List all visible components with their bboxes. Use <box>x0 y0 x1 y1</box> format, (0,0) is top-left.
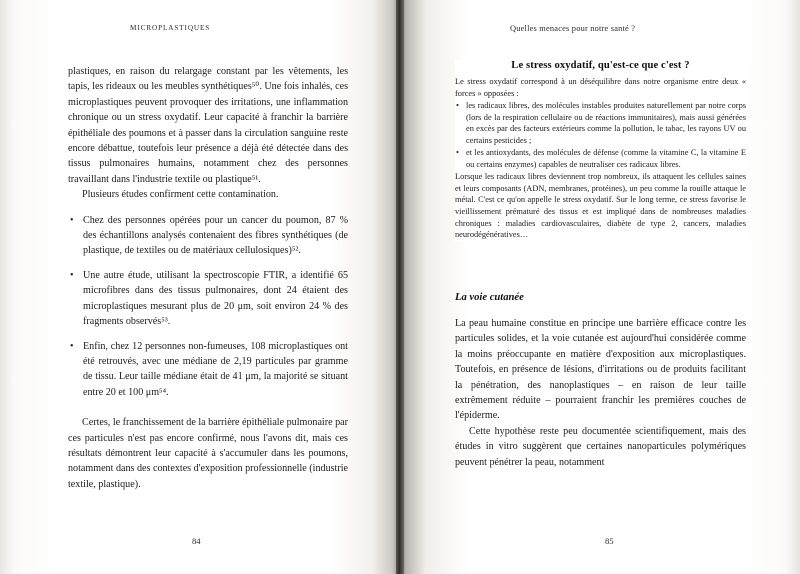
left-page-text-block <box>68 64 348 492</box>
paragraph: Plusieurs études confirment cette contamination. <box>82 189 279 201</box>
running-head-left: MICROPLASTIQUES <box>130 24 211 32</box>
sidebar-box-title: Le stress oxydatif, qu'est-ce que c'est ? <box>511 60 690 71</box>
paragraph: Certes, le franchissement de la barrière épithéliale pulmonaire par ces particules n'est pas encore confirmé, nous l'avons dit, mais ces résultats démontrent leur capacité à s'accumuler dans les poumons, notamment dans des contextes d'exposition professionnelle (industrie textile, plastique). <box>68 417 348 490</box>
list-item: • Chez des personnes opérées pour un cancer du poumon, 87 % des échantillons analysés contenaient des fibres synthétiques (de plastique, de textiles ou de matériaux cellulosiques)⁵². <box>68 213 348 259</box>
book-gutter <box>396 0 404 574</box>
list-item: • Enfin, chez 12 personnes non-fumeuses, 108 microplastiques ont été retrouvés, avec une médiane de 2,19 particules par gramme de tissu. Leur taille médiane était de 41 μm, la majorité se situant entre 20 et 100 μm⁵⁴. <box>68 339 348 401</box>
page-number-left: 84 <box>192 536 201 546</box>
paragraph: Le stress oxydatif correspond à un déséquilibre dans notre organisme entre deux « forces » opposées : <box>455 77 746 98</box>
sidebar-box-body <box>455 76 746 241</box>
bullet-list <box>68 213 348 400</box>
bullet-list <box>455 100 746 170</box>
paragraph: plastiques, en raison du relargage constant par les vêtements, les tapis, les rideaux ou les meubles synthétiques⁵⁰. Une fois inhalés, ces microplastiques peuvent provoquer des irritations, une inflammation chronique ou un stress oxydatif. Leur capacité à franchir la barrière épithéliale des poumons et à passer dans la circulation sanguine reste encore débattue, toutefois leur présence a déjà été détectée dans des tissus pulmonaires humains, notamment chez des personnes travaillant dans l'industrie textile ou plastique⁵¹. <box>68 66 348 185</box>
list-item: • les radicaux libres, des molécules instables produites naturellement par notre corps (lors de la respiration cellulaire ou de réactions immunitaires), mais aussi générées en excès par des facteurs extérieurs comme la pollution, le tabac, les rayons UV ou certains pesticides ; <box>455 100 746 146</box>
list-item: • et les antioxydants, des molécules de défense (comme la vitamine C, la vitamine E ou certains enzymes) capables de neutraliser ces radicaux libres. <box>455 147 746 170</box>
paragraph: La peau humaine constitue en principe une barrière efficace contre les particules solides, et la voie cutanée est aujourd'hui considérée comme la moins préoccupante en matière d'exposition aux microplastiques. Toutefois, en présence de lésions, d'irritations ou de produits facilitant la pénétration, des nanoplastiques – en raison de leur taille extrêmement réduite – pourraient franchir les premières couches de l'épiderme. <box>455 318 746 422</box>
page-number-right: 85 <box>605 536 614 546</box>
right-page-text-block <box>455 316 746 470</box>
section-heading: La voie cutanée <box>455 292 524 303</box>
list-item: • Une autre étude, utilisant la spectroscopie FTIR, a identifié 65 microfibres dans des tissus pulmonaires, dont 24 étaient des microplastiques mesurant plus de 20 μm, soit environ 24 % des fragments observés⁵³. <box>68 268 348 330</box>
running-head-right: Quelles menaces pour notre santé ? <box>510 24 636 33</box>
paragraph: Cette hypothèse reste peu documentée scientifiquement, mais des études in vitro suggèrent que certaines nanoparticules polymériques peuvent pénétrer la peau, notamment <box>455 425 746 468</box>
sidebar-box <box>455 60 746 242</box>
paragraph: Lorsque les radicaux libres deviennent trop nombreux, ils attaquent les cellules saines et leurs composants (ADN, membranes, protéines), un peu comme la rouille attaque le métal. C'est ce qu'on appelle le stress oxydatif. Sur le long terme, ce stress favorise le vieillissement prématuré des tissus et est impliqué dans de nombreuses maladies chroniques : maladies cardiovasculaires, diabète de type 2, cancers, maladies neurodégénératives… <box>455 172 746 240</box>
